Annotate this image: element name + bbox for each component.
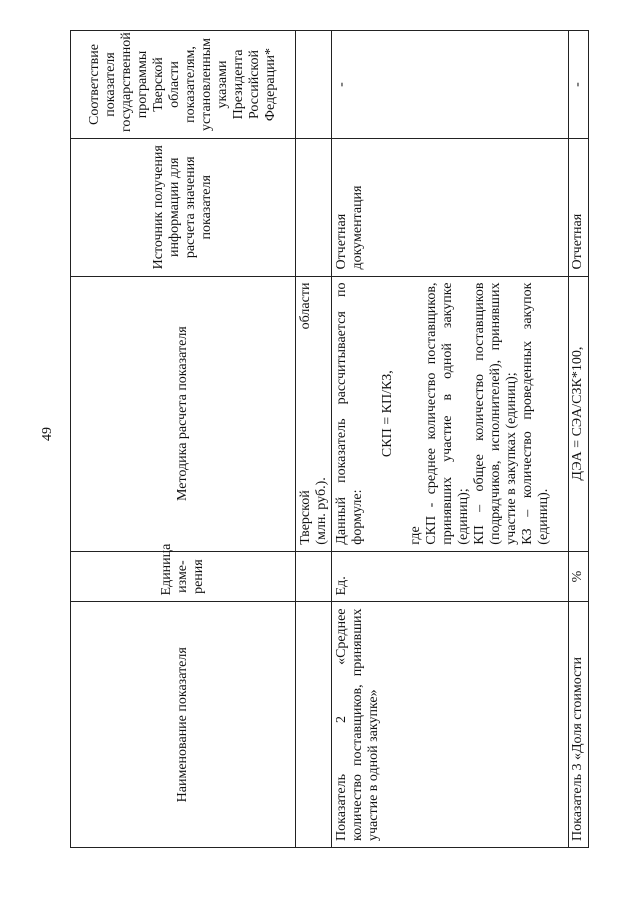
header-compliance: Соответствие показателя государственной программы Тверской области показателям, установленным указами Президента Российской Федерации*	[71, 31, 296, 139]
indicator-2-formula: СКП = КП/КЗ,	[380, 370, 395, 458]
indicator-2-name-rest: количество поставщиков, принявших участие в одной закупке»	[350, 608, 381, 841]
indicator-3-method: ДЭА = СЭА/СЗК*100,	[569, 276, 589, 551]
cont-compliance-cell	[296, 31, 332, 139]
cont-name-cell	[296, 602, 332, 848]
header-source: Источник получения информации для расчета значения показателя	[71, 138, 296, 276]
indicator-2-where: где	[408, 526, 423, 545]
page-number: 49	[40, 427, 55, 441]
indicator-2-name-a: Показатель	[334, 774, 349, 841]
cont-method-b: области	[298, 282, 313, 330]
table-header-row	[71, 31, 296, 848]
indicator-2-compliance: -	[332, 31, 569, 139]
indicator-2-name-b: 2	[334, 715, 349, 723]
indicator-2-def-kp: КП – общее количество поставщиков (подрядчиков, исполнителей), принявших участие в закупках (единиц);	[472, 282, 519, 545]
indicator-2-source: Отчетная документация	[332, 138, 569, 276]
table-row-indicator-2	[332, 31, 569, 848]
indicator-2-method-intro: Данный показатель рассчитывается по формуле:	[334, 282, 365, 545]
header-name: Наименование показателя	[71, 602, 296, 848]
table-row-continuation	[296, 31, 332, 848]
indicator-2-method-cell	[332, 276, 569, 551]
table-row-indicator-3	[569, 31, 589, 848]
indicator-3-unit: %	[569, 551, 589, 602]
cont-unit-cell	[296, 551, 332, 602]
indicator-2-def-kz: КЗ – количество проведенных закупок (единиц).	[520, 282, 551, 545]
indicator-2-unit: Ед.	[332, 551, 569, 602]
indicator-2-name-c: «Среднее	[334, 608, 349, 665]
indicator-2-def-skp: СКП - среднее количество поставщиков, принявших участие в одной закупке (единиц);	[424, 282, 471, 545]
header-unit: Единица изме-рения	[71, 551, 296, 602]
indicator-2-name-cell	[332, 602, 569, 848]
cont-method-cell	[296, 276, 332, 551]
cont-source-cell	[296, 138, 332, 276]
cont-method-a: Тверской	[298, 490, 313, 545]
header-method: Методика расчета показателя	[71, 276, 296, 551]
indicator-3-name: Показатель 3 «Доля стоимости	[569, 602, 589, 848]
rotated-table-container	[70, 30, 590, 848]
cont-method-c: (млн. руб.).	[314, 477, 329, 545]
indicator-3-source: Отчетная	[569, 138, 589, 276]
indicator-3-compliance: -	[569, 31, 589, 139]
indicators-table	[70, 30, 589, 848]
